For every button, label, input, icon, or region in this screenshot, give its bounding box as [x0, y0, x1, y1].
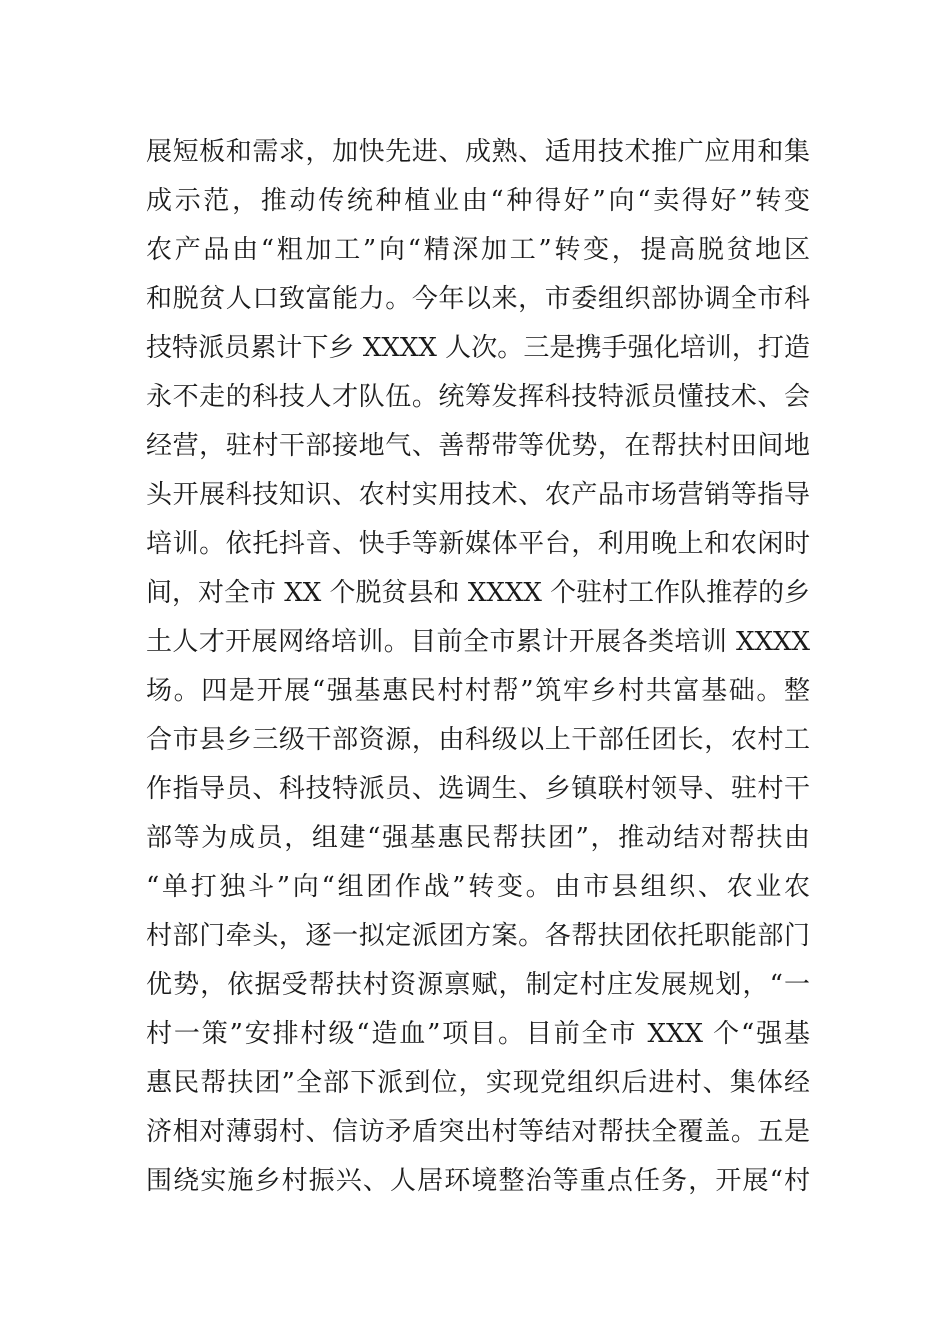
text-line: 培训。依托抖音、快手等新媒体平台，利用晚上和农闲时: [146, 529, 810, 559]
text-line: “单打独斗”向“组团作战”转变。由市县组织、农业农: [146, 872, 810, 902]
text-line: 永不走的科技人才队伍。统筹发挥科技特派员懂技术、会: [146, 382, 810, 412]
text-line: 村部门牵头，逐一拟定派团方案。各帮扶团依托职能部门: [146, 921, 810, 951]
body-paragraph: [146, 128, 810, 1206]
text-line: 作指导员、科技特派员、选调生、乡镇联村领导、驻村干: [146, 774, 810, 804]
text-line: 和脱贫人口致富能力。今年以来，市委组织部协调全市科: [146, 284, 810, 314]
text-line: 展短板和需求，加快先进、成熟、适用技术推广应用和集: [146, 137, 810, 167]
text-line: 农产品由“粗加工”向“精深加工”转变，提高脱贫地区: [146, 235, 810, 265]
text-line: 济相对薄弱村、信访矛盾突出村等结对帮扶全覆盖。五是: [146, 1117, 810, 1147]
text-line: 场。四是开展“强基惠民村村帮”筑牢乡村共富基础。整: [146, 676, 810, 706]
text-line: 成示范，推动传统种植业由“种得好”向“卖得好”转变: [146, 186, 810, 216]
text-line: 村一策”安排村级“造血”项目。目前全市 XXX 个“强基: [146, 1019, 810, 1049]
text-line: 合市县乡三级干部资源，由科级以上干部任团长，农村工: [146, 725, 810, 755]
text-line: 经营，驻村干部接地气、善帮带等优势，在帮扶村田间地: [146, 431, 810, 461]
text-line: 技特派员累计下乡 XXXX 人次。三是携手强化培训，打造: [146, 333, 810, 363]
text-line: 头开展科技知识、农村实用技术、农产品市场营销等指导: [146, 480, 810, 510]
text-line: 间，对全市 XX 个脱贫县和 XXXX 个驻村工作队推荐的乡: [146, 578, 810, 608]
text-line: 部等为成员，组建“强基惠民帮扶团”，推动结对帮扶由: [146, 823, 810, 853]
text-line: 惠民帮扶团”全部下派到位，实现党组织后进村、集体经: [146, 1068, 810, 1098]
text-line: 土人才开展网络培训。目前全市累计开展各类培训 XXXX: [146, 627, 810, 657]
text-line: 围绕实施乡村振兴、人居环境整治等重点任务，开展“村: [146, 1166, 810, 1196]
text-line: 优势，依据受帮扶村资源禀赋，制定村庄发展规划，“一: [146, 970, 810, 1000]
